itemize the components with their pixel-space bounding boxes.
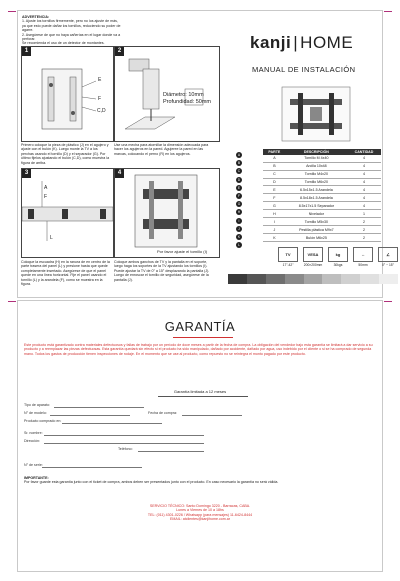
part-letter: C bbox=[263, 170, 286, 178]
warning-line: 2. Asegúrese de que no haya cañerías en el lugar donde va a perforar. bbox=[22, 32, 121, 42]
step-label: F bbox=[44, 194, 48, 200]
spec-icons bbox=[278, 247, 398, 267]
crop-mark bbox=[384, 11, 392, 12]
table-row bbox=[263, 178, 381, 186]
spec-icon: TV bbox=[278, 247, 298, 262]
installation-sheet bbox=[17, 10, 394, 298]
step-1-illustration bbox=[22, 47, 113, 141]
table-row bbox=[263, 218, 381, 226]
part-letter: J bbox=[263, 226, 286, 234]
step-2-text: Use una mecha para atornillar la dimensión adecuada para hacer los agujeros en la pared. Agujeree la pared en las marcas, colocando el perno (R) en los agujeros. bbox=[114, 143, 209, 156]
column-header: DESCRIPCIÓN bbox=[286, 149, 347, 155]
manual-title: MANUAL DE INSTALACIÓN bbox=[252, 65, 356, 74]
column-header: CANTIDAD bbox=[347, 149, 381, 155]
part-icon: C bbox=[237, 169, 241, 174]
part-quantity: 4 bbox=[347, 170, 381, 178]
field-label: Teléfono: bbox=[118, 447, 133, 451]
step-3-illustration bbox=[22, 169, 113, 257]
table-row bbox=[263, 170, 381, 178]
column-header: PARTE bbox=[263, 149, 286, 155]
warranty-paragraph: Este producto está garantizado contra materiales defectuosos y fallas de trabajo por un período de doce meses a partir de la fecha de compra. La obligación del vendedor bajo esta garantía se limitará a dar servicio a su producto y a reemplazar las piezas defectuosas. Esta garantía quedará sin efecto si el producto ha sido manipulado, dañado por accidente, dañado por agua, uso indebido por el cliente o si se ha comprado de segunda mano. Todos los gastos de producción tienen inspecciones de rodaje. En el momento que se use al producto, como repuesto no se reintegra el monto pagado por este producto. bbox=[24, 343, 373, 356]
warranty-sheet bbox=[17, 300, 383, 572]
field-label: N° de serie: bbox=[24, 463, 43, 467]
service-info bbox=[18, 504, 382, 522]
step-4-panel bbox=[114, 168, 220, 258]
spec-label: 17"-42" bbox=[282, 263, 294, 267]
step-number: 2 bbox=[115, 47, 124, 56]
step-1-panel bbox=[21, 46, 114, 142]
step-number: 4 bbox=[115, 169, 124, 178]
warranty-title: GARANTÍA bbox=[164, 319, 236, 334]
part-icon: I bbox=[236, 218, 242, 224]
part-icon: G bbox=[237, 202, 241, 207]
part-description: Nivelador bbox=[286, 210, 347, 218]
crop-mark bbox=[8, 301, 16, 302]
part-icon: B bbox=[237, 161, 241, 166]
warning-line: 1. Ajuste los tornillos firmemente, pero no los ajuste de más, ya que esto puede dañar los tornillos, reduciendo su poder de agarre. bbox=[22, 19, 121, 33]
warning-title: ADVERTENCIA: bbox=[22, 15, 50, 19]
grayscale-strip bbox=[228, 274, 398, 284]
crop-mark bbox=[384, 301, 392, 302]
step-3-text: Coloque la escuadra (H) en la ranura de en centro de la parte trasera del panel (L) y presione hasta que quede completamente insertado. Asegúrese de que el panel quede en una línea horizontal. Fije el panel usando el tornillo (L) y la arandela (F), como se muestra en la figura. bbox=[21, 260, 110, 287]
part-quantity: 4 bbox=[347, 178, 381, 186]
step-1-text: Primero coloque la pieza de plástico (J) en el agujero y ajuste con el bulón (K). Luego monte la TV a los perchas usando el tornillo (D) y el separador (G). Por último fijelos ajustando el bulón (C,D), como muestra la figura de arriba. bbox=[21, 143, 110, 165]
strip-swatch bbox=[247, 274, 266, 284]
service-line: EMAIL: atclientes@kanjihome.com.ar bbox=[170, 517, 230, 522]
table-row bbox=[263, 186, 381, 194]
field-label: Sr. nombre: bbox=[24, 431, 43, 435]
strip-swatch bbox=[322, 274, 341, 284]
part-quantity: 4 bbox=[347, 194, 381, 202]
spec-icon: ↔ bbox=[353, 247, 373, 262]
strip-swatch bbox=[341, 274, 360, 284]
step-3-panel bbox=[21, 168, 114, 258]
spec-item bbox=[328, 247, 348, 267]
field-label: Producto comprado en: bbox=[24, 419, 62, 423]
service-line: SERVICIO TÉCNICO: Santo Domingo 3220 - Barracas, CABA. bbox=[149, 504, 251, 508]
part-description: Tornillo M6x20 bbox=[286, 178, 347, 186]
table-row bbox=[263, 162, 381, 170]
field-label: Dirección: bbox=[24, 439, 40, 443]
part-description: 8.5x18x1.5 Arandela bbox=[286, 194, 347, 202]
spec-label: 50mm bbox=[358, 263, 368, 267]
crop-mark bbox=[8, 11, 16, 12]
strip-swatch bbox=[266, 274, 285, 284]
step-label: C,D bbox=[97, 108, 106, 114]
field-label: Fecha de compra: bbox=[148, 411, 177, 415]
table-row bbox=[263, 194, 381, 202]
part-letter: F bbox=[263, 194, 286, 202]
spec-item bbox=[303, 247, 323, 267]
part-description: 6.5x15x1.5 Arandela bbox=[286, 186, 347, 194]
part-icon: H bbox=[237, 210, 241, 215]
part-description: Tornillo M4x20 bbox=[286, 170, 347, 178]
step-label: L bbox=[50, 235, 53, 241]
spec-label: 30kgs bbox=[333, 263, 343, 267]
strip-swatch bbox=[285, 274, 304, 284]
parts-table-body bbox=[263, 155, 381, 242]
warning-box bbox=[22, 15, 122, 46]
brand-home: HOME bbox=[300, 33, 354, 52]
table-row bbox=[263, 202, 381, 210]
brand-logo bbox=[250, 33, 353, 53]
part-quantity: 2 bbox=[347, 218, 381, 226]
wall-mount-icon bbox=[280, 85, 352, 143]
part-description: Tornillo M5x30 bbox=[286, 218, 347, 226]
strip-swatch bbox=[379, 274, 398, 284]
part-icon: A bbox=[237, 153, 241, 157]
service-line: TEL: (011) 4301-0226 / Whatsapp (para mensajes) 11-6424-8444 bbox=[147, 512, 253, 517]
spec-icon: ∠ bbox=[378, 247, 398, 262]
part-letter: B bbox=[263, 162, 286, 170]
part-icon: E bbox=[237, 185, 241, 190]
spec-item bbox=[353, 247, 373, 267]
part-letter: E bbox=[263, 186, 286, 194]
table-row bbox=[263, 226, 381, 234]
strip-swatch bbox=[228, 274, 247, 284]
part-description: 8.5x17x1.5 Separador bbox=[286, 202, 347, 210]
spec-item bbox=[278, 247, 298, 267]
step-label: A bbox=[44, 185, 48, 191]
part-icon: J bbox=[236, 226, 242, 232]
strip-swatch bbox=[304, 274, 323, 284]
parts-icons bbox=[236, 152, 258, 250]
part-quantity: 4 bbox=[347, 186, 381, 194]
warning-line: Se recomienda el uso de un detector de montantes. bbox=[22, 41, 105, 46]
important-note bbox=[24, 476, 324, 485]
part-quantity: 2 bbox=[347, 234, 381, 242]
part-description: Pestilla plástica M9x7 bbox=[286, 226, 347, 234]
spec-label: 200×200mm bbox=[303, 263, 323, 267]
part-letter: H bbox=[263, 210, 286, 218]
part-quantity: 2 bbox=[347, 226, 381, 234]
important-text: Por favor guarde esta garantía junto con el ticket de compra, ambos deben ser presentados junto con el producto. En caso necesario la garantía no será válida. bbox=[24, 480, 279, 485]
part-quantity: 1 bbox=[347, 210, 381, 218]
part-description: Bulón M6x25 bbox=[286, 234, 347, 242]
spec-icon: VESA bbox=[303, 247, 323, 262]
service-line: Lunes a Viernes de 10 a 18hs bbox=[176, 508, 224, 513]
part-quantity: 4 bbox=[347, 155, 381, 162]
part-quantity: 4 bbox=[347, 162, 381, 170]
table-row bbox=[263, 210, 381, 218]
part-letter: G bbox=[263, 202, 286, 210]
step-label: Por favor ajuste el tornillo (I) bbox=[157, 249, 208, 254]
table-row bbox=[263, 155, 381, 162]
part-letter: I bbox=[263, 218, 286, 226]
part-icon: D bbox=[237, 177, 241, 182]
field-label: Tipo de aparato: bbox=[24, 403, 51, 407]
spec-item bbox=[378, 247, 398, 267]
part-quantity: 4 bbox=[347, 202, 381, 210]
warranty-title-underline bbox=[173, 337, 233, 338]
part-letter: D bbox=[263, 178, 286, 186]
step-number: 3 bbox=[22, 169, 31, 178]
step-label: F bbox=[98, 96, 102, 102]
table-row bbox=[263, 234, 381, 242]
step-4-text: Coloque ambos ganchos de TV y la pantalla en el soporte, luego haga los soportes de la TV ajustando los tornillos (I). Puede ajustar la TV de 0° a 15° desplazando la pantalla (J). Luego de enroscar el tornillo de seguridad, asegúrese de la pantalla (J). bbox=[114, 260, 210, 282]
spec-icon: kg bbox=[328, 247, 348, 262]
step-2-panel bbox=[114, 46, 220, 142]
drill-depth: Profundidad: 50mm bbox=[163, 99, 211, 105]
parts-table bbox=[263, 149, 381, 242]
brand-divider: | bbox=[293, 33, 299, 52]
part-description: Arcilla 10x48 bbox=[286, 162, 347, 170]
drill-diameter: Diámetro: 10mm bbox=[163, 92, 204, 98]
step-number: 1 bbox=[22, 47, 31, 56]
part-icon: K bbox=[237, 234, 241, 239]
strip-swatch bbox=[360, 274, 379, 284]
spec-label: 0° ~ 15° bbox=[382, 263, 394, 267]
warranty-subtitle: Garantía limitada a 12 meses bbox=[173, 389, 227, 394]
field-label: N° de modelo: bbox=[24, 411, 47, 415]
part-icon: L bbox=[236, 242, 242, 248]
important-title: IMPORTANTE: bbox=[24, 476, 49, 480]
part-letter: A bbox=[263, 155, 286, 162]
part-description: Tornillo M 4x40 bbox=[286, 155, 347, 162]
part-icon: F bbox=[237, 193, 240, 198]
part-letter: K bbox=[263, 234, 286, 242]
step-4-illustration bbox=[115, 169, 219, 257]
step-label: E bbox=[98, 77, 102, 83]
brand-kanji: kanji bbox=[250, 33, 292, 52]
